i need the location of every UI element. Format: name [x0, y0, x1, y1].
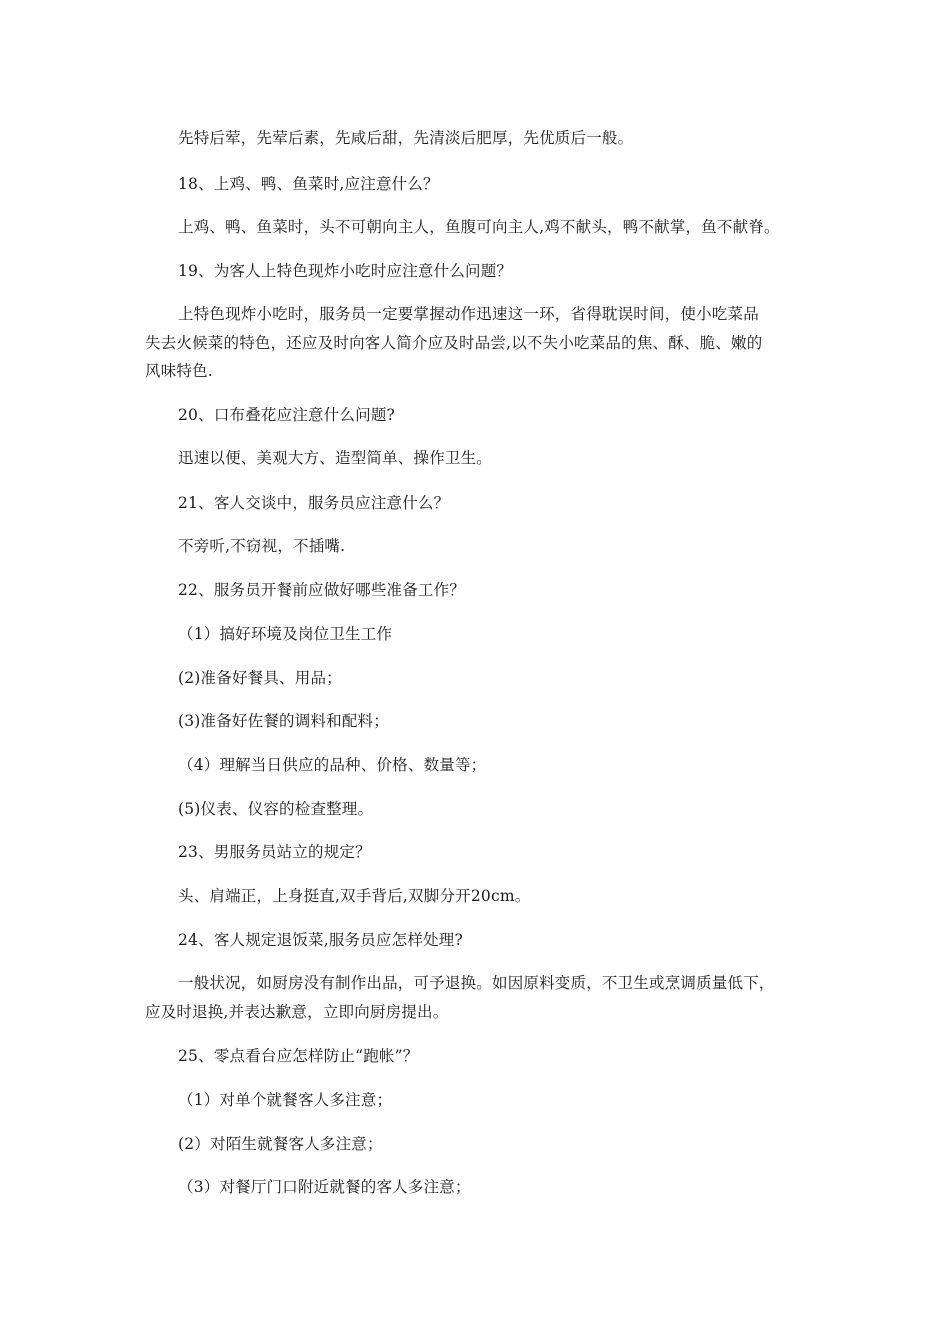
answer-24-line-2: 应及时退换,并表达歉意，立即向厨房提出。 — [145, 1003, 449, 1021]
question-23: 23、男服务员站立的规定？ — [178, 843, 371, 861]
answer-18-text: 上鸡、鸭、鱼菜时，头不可朝向主人，鱼腹可向主人,鸡不献头，鸭不献掌，鱼不献脊。 — [178, 218, 780, 236]
question-21: 21、客人交谈中，服务员应注意什么？ — [178, 494, 450, 512]
answer-20-text: 迅速以便、美观大方、造型简单、操作卫生。 — [178, 449, 493, 467]
answer-19-line-1: 上特色现炸小吃时，服务员一定要掌握动作迅速这一环，省得耽误时间，使小吃菜品 — [178, 305, 759, 323]
question-19: 19、为客人上特色现炸小吃时应注意什么问题？ — [178, 262, 513, 280]
answer-25-item-2: (2）对陌生就餐客人多注意； — [178, 1135, 383, 1153]
answer-22-item-3: (3)准备好佐餐的调料和配料； — [178, 712, 389, 730]
answer-22-item-1: （1）搞好环境及岗位卫生工作 — [178, 625, 393, 643]
answer-19-line-2: 失去火候菜的特色，还应及时向客人简介应及时品尝,以不失小吃菜品的焦、酥、脆、嫩的 — [145, 334, 763, 352]
answer-25-item-1: （1）对单个就餐客人多注意； — [178, 1091, 393, 1109]
answer-25-item-3: （3）对餐厅门口附近就餐的客人多注意； — [178, 1178, 471, 1196]
answer-24-line-1: 一般状况，如厨房没有制作出品，可予退换。如因原料变质，不卫生或烹调质量低下， — [178, 974, 775, 992]
question-24: 24、客人规定退饭菜,服务员应怎样处理? — [178, 931, 463, 949]
answer-22-item-5: (5)仪表、仪容的检查整理。 — [178, 800, 374, 818]
answer-23-text: 头、肩端正，上身挺直,双手背后,双脚分开20cm。 — [178, 887, 531, 905]
answer-22-item-4: （4）理解当日供应的品种、价格、数量等； — [178, 756, 487, 774]
question-22: 22、服务员开餐前应做好哪些准备工作？ — [178, 581, 466, 599]
answer-21-text: 不旁听,不窃视，不插嘴. — [178, 537, 346, 555]
answer-17-text: 先特后荤，先荤后素，先咸后甜，先清淡后肥厚，先优质后一般。 — [178, 129, 634, 147]
answer-19-line-3: 风味特色. — [145, 362, 213, 380]
question-25: 25、零点看台应怎样防止“跑帐”？ — [178, 1047, 419, 1065]
question-18: 18、上鸡、鸭、鱼菜时,应注意什么？ — [178, 175, 439, 193]
answer-22-item-2: (2)准备好餐具、用品； — [178, 669, 342, 687]
question-20: 20、口布叠花应注意什么问题? — [178, 406, 396, 424]
